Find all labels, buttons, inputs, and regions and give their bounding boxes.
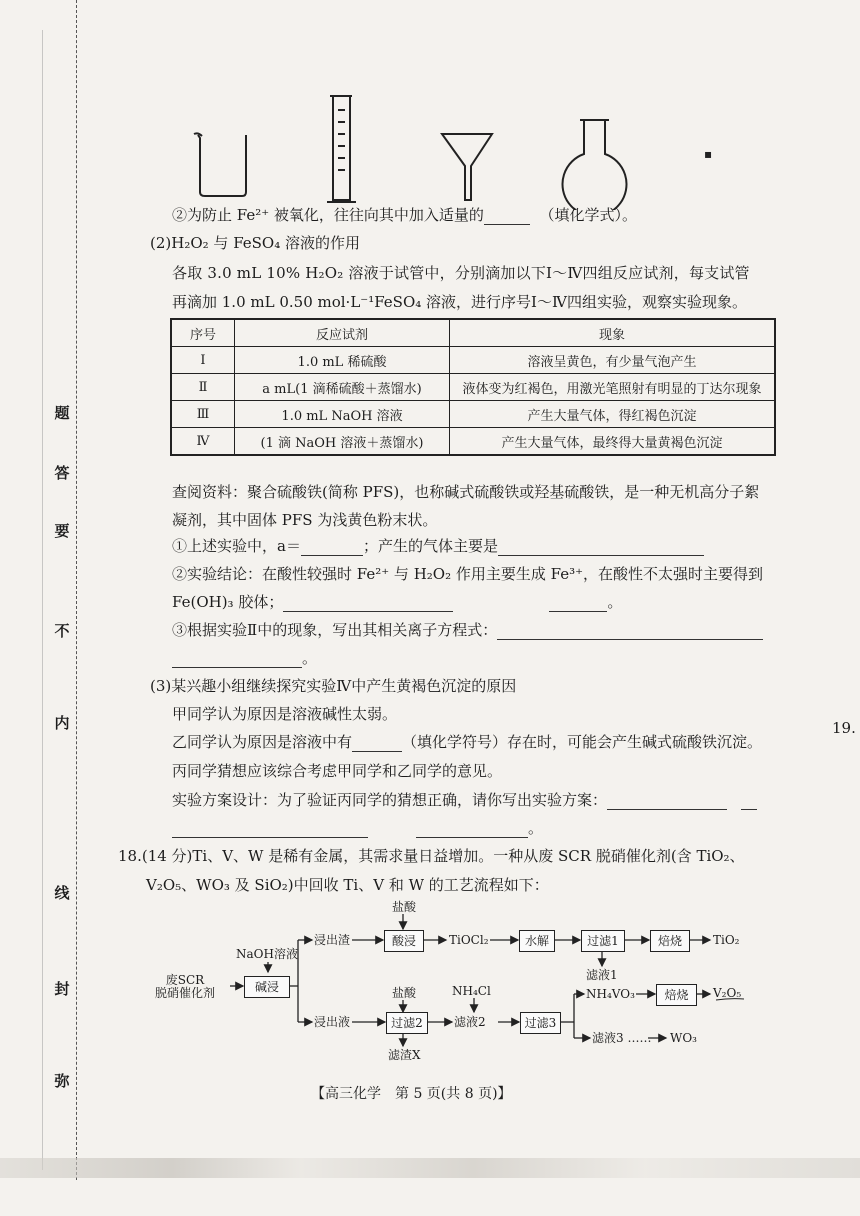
table-header: 反应试剂: [235, 319, 450, 347]
table-cell: 1.0 mL 稀硫酸: [235, 347, 450, 374]
funnel-icon: [442, 134, 492, 200]
q2-part3-cont: [172, 648, 317, 668]
answer-blank[interactable]: [352, 735, 402, 752]
round-bottom-flask-icon: [563, 120, 627, 210]
table-cell: 产生大量气体，得红褐色沉淀: [450, 401, 776, 428]
flow-box-shuijie: 水解: [519, 930, 555, 952]
q2-para1: 各取 3.0 mL 10% H₂O₂ 溶液于试管中，分别滴加以下Ⅰ～Ⅳ四组反应试剂，每支试管: [172, 264, 750, 282]
period: 。: [528, 819, 544, 837]
flow-box-suanjin: 酸浸: [384, 930, 424, 952]
flow-lvye2-label: 滤液2: [454, 1015, 486, 1029]
table-cell: 液体变为红褐色，用激光笔照射有明显的丁达尔现象: [450, 374, 776, 401]
table-cell: (1 滴 NaOH 溶液＋蒸馏水): [235, 428, 450, 456]
table-cell: 溶液呈黄色，有少量气泡产生: [450, 347, 776, 374]
answer-blank[interactable]: [484, 208, 530, 225]
answer-blank[interactable]: [498, 539, 704, 556]
q3-title: (3)某兴趣小组继续探究实验Ⅳ中产生黄褐色沉淀的原因: [150, 677, 517, 695]
flow-nh4vo3-label: NH₄VO₃: [586, 987, 635, 1001]
table-header: 序号: [171, 319, 235, 347]
flow-box-guolv2: 过滤2: [386, 1012, 428, 1034]
flow-jinchuzha-label: 浸出渣: [314, 933, 351, 947]
flow-start-line1: 废SCR: [165, 973, 205, 987]
q2-part1: [172, 536, 704, 556]
flow-box-guolv1: 过滤1: [581, 930, 625, 952]
table-cell: 1.0 mL NaOH 溶液: [235, 401, 450, 428]
margin-char: 封: [54, 980, 70, 998]
beaker-icon: [194, 133, 246, 196]
flow-box-beishao-2: 焙烧: [656, 984, 697, 1006]
margin-char: 线: [54, 884, 70, 902]
table-row: [171, 401, 775, 428]
q2-part2-line2: [172, 592, 622, 612]
q3-jia: 甲同学认为原因是溶液碱性太弱。: [172, 705, 398, 723]
table-header: 现象: [450, 319, 776, 347]
q2-part3-text: ③根据实验Ⅱ中的现象，写出其相关离子方程式：: [172, 621, 498, 639]
answer-blank[interactable]: [301, 539, 363, 556]
q18-line2: V₂O₅、WO₃ 及 SiO₂)中回收 Ti、V 和 W 的工艺流程如下：: [146, 876, 549, 894]
q2-part2-text: Fe(OH)₃ 胶体；: [172, 593, 284, 611]
flow-start-line2: 脱硝催化剂: [154, 986, 215, 1000]
q2-para2: 再滴加 1.0 mL 0.50 mol·L⁻¹FeSO₄ 溶液，进行序号Ⅰ～Ⅳ四组实验，观察实验现象。: [172, 293, 747, 311]
answer-blank[interactable]: [549, 595, 607, 612]
flow-v2o5-label: V₂O₅: [713, 986, 742, 1000]
answer-blank[interactable]: [416, 821, 528, 838]
flow-tiocl2-label: TiOCl₂: [449, 933, 489, 947]
experiment-table: [170, 318, 776, 456]
table-cell: Ⅳ: [171, 428, 235, 456]
period: 。: [607, 593, 623, 611]
q3-design: [172, 790, 757, 810]
margin-char: 内: [54, 714, 70, 732]
table-cell: 产生大量气体，最终得大量黄褐色沉淀: [450, 428, 776, 456]
page-footer: 【高三化学 第 5 页(共 8 页)】: [311, 1086, 512, 1102]
q3-bing: 丙同学猜想应该综合考虑甲同学和乙同学的意见。: [172, 762, 503, 780]
q2-part1-text-a: ①上述实验中，a＝: [172, 537, 301, 555]
stray-mark: ▪: [704, 147, 713, 161]
reference-line1: 查阅资料：聚合硫酸铁(简称 PFS)，也称碱式硫酸铁或羟基硫酸铁，是一种无机高分子絮: [172, 483, 760, 501]
q3-yi-text-a: 乙同学认为原因是溶液中有: [172, 733, 353, 751]
flow-lvye3-label: 滤液3 ……: [592, 1031, 652, 1045]
scan-shadow: [0, 1158, 860, 1178]
margin-char: 弥: [54, 1072, 70, 1090]
q1-part2: [172, 205, 637, 225]
flow-jinchuye-label: 浸出液: [314, 1015, 351, 1029]
q2-title: (2)H₂O₂ 与 FeSO₄ 溶液的作用: [150, 234, 361, 252]
flow-box-jianjin: 碱浸: [244, 976, 290, 998]
table-cell: a mL(1 滴稀硫酸＋蒸馏水): [235, 374, 450, 401]
q1-part2-text: ②为防止 Fe²⁺ 被氧化，往往向其中加入适量的: [172, 206, 484, 224]
flow-hcl-label-2: 盐酸: [392, 986, 417, 1000]
answer-blank[interactable]: [172, 821, 368, 838]
table-cell: Ⅱ: [171, 374, 235, 401]
flow-naoh-label: NaOH溶液: [236, 947, 298, 961]
q18-line1: 18.(14 分)Ti、V、W 是稀有金属，其需求量日益增加。一种从废 SCR 脱硝催化剂(含 TiO₂、: [118, 847, 745, 865]
margin-char: 不: [54, 622, 70, 640]
q2-part2-line1: ②实验结论：在酸性较强时 Fe²⁺ 与 H₂O₂ 作用主要生成 Fe³⁺，在酸性不太强时主要得到: [172, 565, 764, 583]
table-row: [171, 374, 775, 401]
answer-blank[interactable]: [497, 623, 763, 640]
binding-line: [76, 0, 78, 1180]
table-header-row: [171, 319, 775, 347]
q3-design-cont: [172, 818, 543, 838]
graduated-cylinder-icon: [327, 96, 356, 202]
margin-char: 要: [54, 522, 70, 540]
flow-lvzhax-label: 滤渣X: [388, 1048, 421, 1062]
table-cell: Ⅰ: [171, 347, 235, 374]
margin-char: 答: [54, 464, 70, 482]
answer-blank[interactable]: [607, 793, 727, 810]
q1-part2-suffix: （填化学式）。: [539, 206, 637, 224]
q2-part1-text-b: ；产生的气体主要是: [362, 537, 498, 555]
flow-lvye1-label: 滤液1: [586, 968, 618, 982]
table-cell: Ⅲ: [171, 401, 235, 428]
margin-rule: [42, 30, 44, 1170]
table-row: [171, 428, 775, 456]
margin-char: 题: [54, 404, 70, 422]
flow-tio2-label: TiO₂: [713, 933, 740, 947]
flow-hcl-label-1: 盐酸: [392, 900, 417, 914]
lab-equipment-figure: [180, 90, 740, 210]
q3-design-text: 实验方案设计：为了验证丙同学的猜想正确，请你写出实验方案：: [172, 791, 608, 809]
table-row: [171, 347, 775, 374]
flow-wo3-label: WO₃: [670, 1031, 697, 1045]
process-flow-chart: [140, 900, 780, 1070]
flow-box-beishao-1: 焙烧: [650, 930, 690, 952]
answer-blank[interactable]: [741, 793, 757, 810]
q3-yi-text-b: （填化学符号）存在时，可能会产生碱式硫酸铁沉淀。: [402, 733, 763, 751]
side-question-number: 19.: [832, 719, 856, 737]
answer-blank[interactable]: [172, 651, 302, 668]
reference-line2: 凝剂，其中固体 PFS 为浅黄色粉末状。: [172, 511, 438, 529]
flow-nh4cl-label: NH₄Cl: [452, 984, 491, 998]
answer-blank[interactable]: [283, 595, 453, 612]
flow-start-label: [140, 974, 230, 1000]
flow-box-guolv3: 过滤3: [520, 1012, 561, 1034]
period: 。: [302, 649, 318, 667]
q2-part3: [172, 620, 763, 640]
q3-yi: [172, 732, 762, 752]
